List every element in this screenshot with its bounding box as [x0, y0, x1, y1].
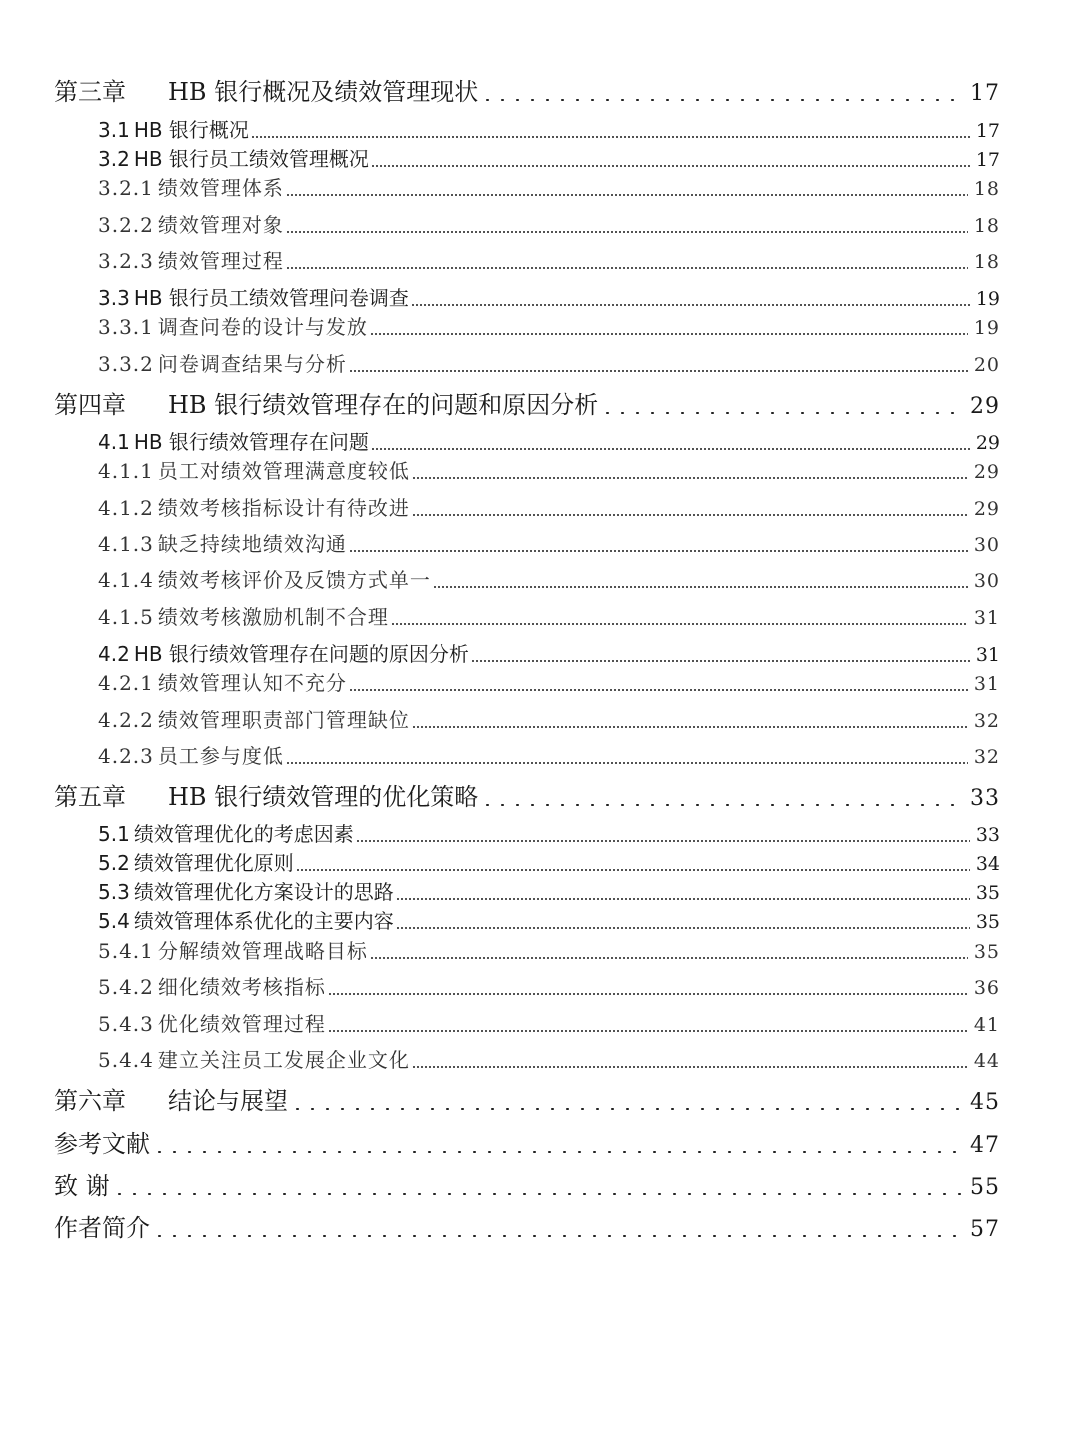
toc-chapter-entry[interactable] [54, 385, 1000, 420]
toc-section-entry[interactable] [98, 114, 1000, 143]
toc-entry-page-number: 30 [973, 570, 1000, 592]
toc-entry-page-number: 33 [975, 824, 1000, 846]
toc-section-entry[interactable] [98, 818, 1000, 847]
toc-chapter-entry[interactable] [54, 1208, 1000, 1243]
toc-entry-title: 细化绩效考核指标 [157, 975, 326, 999]
toc-entry-number: 4.1.1 [98, 459, 154, 483]
toc-section-entry[interactable] [98, 971, 1000, 1000]
dot-leader [433, 564, 968, 593]
dot-leader [412, 492, 968, 521]
toc-entry-number: 3.3.1 [98, 315, 154, 339]
toc-entry-page-number: 33 [970, 786, 1000, 811]
toc-entry-number: 4.2 [98, 642, 130, 666]
toc-entry-number: 5.4.4 [98, 1048, 154, 1072]
toc-entry-page-number: 18 [973, 178, 1000, 200]
toc-entry-number: 5.3 [98, 880, 130, 904]
dot-leader [411, 282, 970, 311]
toc-entry-title: 员工对绩效管理满意度较低 [157, 459, 410, 483]
toc-entry-title: 绩效考核评价及反馈方式单一 [157, 568, 431, 592]
toc-entry-page-number: 29 [970, 394, 1000, 419]
toc-entry-page-number: 17 [975, 149, 1000, 171]
dot-leader [371, 143, 970, 172]
toc-entry-number: 4.1.2 [98, 496, 154, 520]
toc-entry-title: 绩效管理体系优化的主要内容 [133, 909, 394, 933]
toc-entry-number: 3.2 [98, 147, 130, 171]
toc-section-entry[interactable] [98, 282, 1000, 311]
toc-entry-title: 绩效管理优化方案设计的思路 [133, 880, 394, 904]
toc-entry-page-number: 36 [973, 977, 1000, 999]
toc-entry-page-number: 41 [973, 1014, 1000, 1036]
toc-entry-title: 作者简介 [54, 1214, 150, 1242]
toc-entry-title: HB 银行概况及绩效管理现状 [168, 78, 479, 106]
toc-entry-title: HB 银行概况 [133, 118, 249, 142]
toc-section-entry[interactable] [98, 740, 1000, 769]
dot-leader [296, 847, 970, 876]
dot-leader [370, 311, 968, 340]
toc-entry-page-number: 17 [970, 81, 1000, 106]
toc-entry-number: 3.3.2 [98, 352, 154, 376]
toc-entry-page-number: 29 [973, 498, 1000, 520]
toc-entry-page-number: 35 [973, 941, 1000, 963]
toc-entry-number: 3.2.2 [98, 213, 154, 237]
toc-entry-title: 绩效考核激励机制不合理 [157, 605, 389, 629]
toc-entry-title: 致 谢 [54, 1172, 110, 1200]
dot-leader [286, 209, 968, 238]
toc-entry-page-number: 45 [970, 1090, 1000, 1115]
dot-leader [112, 1166, 964, 1201]
toc-entry-title: 员工参与度低 [157, 744, 284, 768]
toc-entry-page-number: 35 [975, 882, 1000, 904]
toc-entry-title: 绩效管理过程 [157, 249, 284, 273]
dot-leader [349, 528, 968, 557]
dot-leader [396, 876, 970, 905]
toc-entry-page-number: 19 [973, 317, 1000, 339]
toc-entry-page-number: 19 [975, 288, 1000, 310]
toc-entry-page-number: 29 [973, 461, 1000, 483]
toc-entry-number: 3.3 [98, 286, 130, 310]
toc-section-entry[interactable] [98, 311, 1000, 340]
dot-leader [412, 455, 968, 484]
toc-entry-page-number: 31 [973, 607, 1000, 629]
toc-entry-number: 4.1.5 [98, 605, 154, 629]
toc-entry-number: 5.4.2 [98, 975, 154, 999]
toc-entry-title: HB 银行员工绩效管理概况 [133, 147, 369, 171]
toc-section-entry[interactable] [98, 245, 1000, 274]
dot-leader [412, 1044, 968, 1073]
dot-leader [480, 72, 964, 107]
toc-entry-title: 绩效管理优化的考虑因素 [133, 822, 354, 846]
toc-entry-title: HB 银行员工绩效管理问卷调查 [133, 286, 409, 310]
toc-entry-number: 第六章 [54, 1087, 126, 1115]
toc-entry-page-number: 34 [975, 853, 1000, 875]
dot-leader [349, 667, 968, 696]
toc-section-entry[interactable] [98, 876, 1000, 905]
toc-entry-page-number: 29 [975, 432, 1000, 454]
toc-chapter-entry[interactable] [54, 1081, 1000, 1116]
toc-entry-number: 3.1 [98, 118, 130, 142]
dot-leader [286, 740, 968, 769]
toc-entry-number: 4.1 [98, 430, 130, 454]
toc-entry-number: 3.2.3 [98, 249, 154, 273]
toc-section-entry[interactable] [98, 209, 1000, 238]
toc-entry-page-number: 47 [970, 1133, 1000, 1158]
toc-section-entry[interactable] [98, 143, 1000, 172]
toc-entry-number: 5.4.1 [98, 939, 154, 963]
toc-section-entry[interactable] [98, 638, 1000, 667]
dot-leader [471, 638, 970, 667]
toc-entry-title: 参考文献 [54, 1130, 150, 1158]
toc-entry-number: 4.1.4 [98, 568, 154, 592]
toc-entry-title: 建立关注员工发展企业文化 [157, 1048, 410, 1072]
dot-leader [349, 348, 968, 377]
toc-section-entry[interactable] [98, 348, 1000, 377]
dot-leader [152, 1124, 964, 1159]
toc-entry-page-number: 32 [973, 746, 1000, 768]
dot-leader [286, 245, 968, 274]
toc-section-entry[interactable] [98, 172, 1000, 201]
dot-leader [152, 1208, 964, 1243]
toc-section-entry[interactable] [98, 492, 1000, 521]
dot-leader [371, 426, 970, 455]
toc-section-entry[interactable] [98, 847, 1000, 876]
toc-entry-page-number: 20 [973, 354, 1000, 376]
toc-section-entry[interactable] [98, 667, 1000, 696]
toc-entry-title: 绩效管理优化原则 [133, 851, 294, 875]
toc-entry-title: HB 银行绩效管理存在问题 [133, 430, 369, 454]
toc-section-entry[interactable] [98, 704, 1000, 733]
toc-section-entry[interactable] [98, 426, 1000, 455]
toc-entry-page-number: 55 [970, 1175, 1000, 1200]
toc-entry-title: 优化绩效管理过程 [157, 1012, 326, 1036]
toc-entry-page-number: 18 [973, 215, 1000, 237]
dot-leader [328, 1008, 968, 1037]
toc-entry-number: 3.2.1 [98, 176, 154, 200]
toc-entry-title: 分解绩效管理战略目标 [157, 939, 368, 963]
toc-entry-page-number: 31 [975, 644, 1000, 666]
toc-entry-title: HB 银行绩效管理存在问题的原因分析 [133, 642, 469, 666]
toc-entry-title: 绩效考核指标设计有待改进 [157, 496, 410, 520]
toc-section-entry[interactable] [98, 601, 1000, 630]
toc-entry-title: 结论与展望 [168, 1087, 288, 1115]
toc-section-entry[interactable] [98, 905, 1000, 934]
dot-leader [391, 601, 968, 630]
toc-entry-title: HB 银行绩效管理存在的问题和原因分析 [168, 391, 599, 419]
toc-entry-page-number: 57 [970, 1217, 1000, 1242]
dot-leader [251, 114, 970, 143]
toc-section-entry[interactable] [98, 564, 1000, 593]
dot-leader [412, 704, 968, 733]
toc-entry-title: 绩效管理对象 [157, 213, 284, 237]
toc-entry-title: 绩效管理职责部门管理缺位 [157, 708, 410, 732]
toc-entry-number: 4.2.1 [98, 671, 154, 695]
toc-entry-page-number: 31 [973, 673, 1000, 695]
toc-entry-title: 绩效管理体系 [157, 176, 284, 200]
toc-entry-title: 问卷调查结果与分析 [157, 352, 347, 376]
dot-leader [480, 777, 964, 812]
toc-chapter-entry[interactable] [54, 777, 1000, 812]
toc-chapter-entry[interactable] [54, 72, 1000, 107]
toc-entry-title: 绩效管理认知不充分 [157, 671, 347, 695]
toc-entry-number: 4.2.2 [98, 708, 154, 732]
toc-entry-title: 缺乏持续地绩效沟通 [157, 532, 347, 556]
dot-leader [370, 935, 968, 964]
toc-section-entry[interactable] [98, 455, 1000, 484]
toc-section-entry[interactable] [98, 1044, 1000, 1073]
toc-section-entry[interactable] [98, 1008, 1000, 1037]
toc-entry-number: 5.1 [98, 822, 130, 846]
toc-section-entry[interactable] [98, 528, 1000, 557]
toc-chapter-entry[interactable] [54, 1124, 1000, 1159]
toc-entry-page-number: 30 [973, 534, 1000, 556]
toc-entry-number: 4.1.3 [98, 532, 154, 556]
toc-entry-title: HB 银行绩效管理的优化策略 [168, 783, 479, 811]
toc-section-entry[interactable] [98, 935, 1000, 964]
toc-entry-page-number: 18 [973, 251, 1000, 273]
toc-entry-number: 第三章 [54, 78, 126, 106]
toc-entry-page-number: 17 [975, 120, 1000, 142]
toc-chapter-entry[interactable] [54, 1166, 1000, 1201]
dot-leader [286, 172, 968, 201]
toc-entry-number: 5.2 [98, 851, 130, 875]
toc-entry-page-number: 32 [973, 710, 1000, 732]
toc-entry-number: 第五章 [54, 783, 126, 811]
toc-entry-page-number: 35 [975, 911, 1000, 933]
toc-entry-number: 第四章 [54, 391, 126, 419]
toc-entry-number: 4.2.3 [98, 744, 154, 768]
toc-entry-title: 调查问卷的设计与发放 [157, 315, 368, 339]
dot-leader [356, 818, 970, 847]
toc-entry-number: 5.4.3 [98, 1012, 154, 1036]
dot-leader [328, 971, 968, 1000]
dot-leader [600, 385, 964, 420]
toc-entry-number: 5.4 [98, 909, 130, 933]
dot-leader [396, 905, 970, 934]
dot-leader [290, 1081, 964, 1116]
toc-entry-page-number: 44 [973, 1050, 1000, 1072]
